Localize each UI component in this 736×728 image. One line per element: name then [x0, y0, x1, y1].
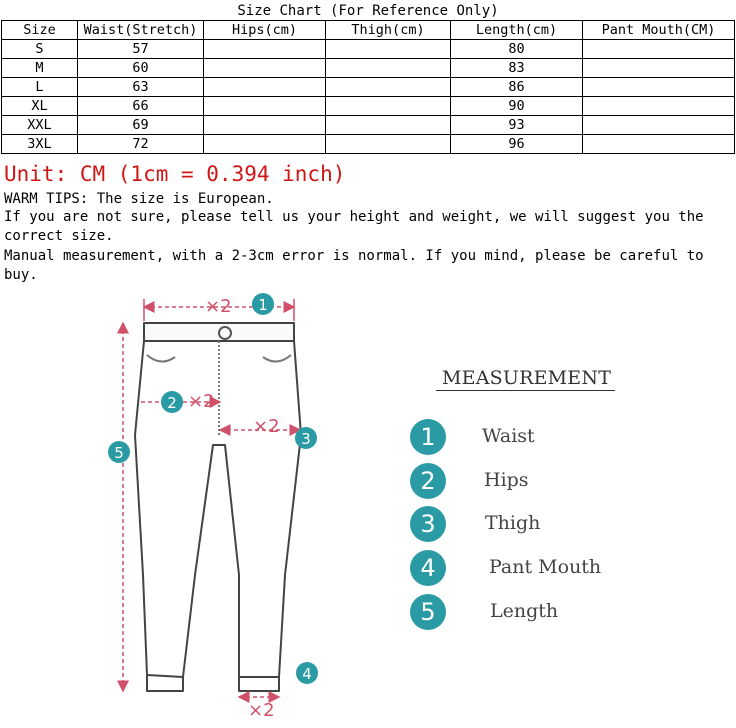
table-row [2, 78, 735, 97]
cell-waist: 72 [78, 135, 204, 154]
pants-outline [135, 323, 301, 691]
header-thigh: Thigh(cm) [326, 21, 451, 40]
legend-number: 5 [410, 594, 446, 630]
cell-thigh [326, 97, 451, 116]
badge-1 [252, 293, 274, 315]
cell-size: XL [2, 97, 78, 116]
cell-size: S [2, 40, 78, 59]
table-row [2, 97, 735, 116]
cell-waist: 69 [78, 116, 204, 135]
cell-pant-mouth [583, 40, 735, 59]
legend-label: Thigh [485, 512, 541, 534]
unit-note: Unit: CM (1cm = 0.394 inch) [4, 162, 346, 186]
legend-label: Length [490, 600, 559, 622]
cell-pant-mouth [583, 135, 735, 154]
svg-text:5: 5 [114, 444, 124, 462]
cell-pant-mouth [583, 78, 735, 97]
legend-number: 3 [410, 506, 446, 542]
legend-label: Waist [482, 425, 535, 447]
table-row [2, 135, 735, 154]
badge-4 [296, 662, 318, 684]
cell-waist: 66 [78, 97, 204, 116]
legend-label: Pant Mouth [489, 556, 602, 578]
cell-hips [204, 135, 326, 154]
header-hips: Hips(cm) [204, 21, 326, 40]
table-header-row [2, 21, 735, 40]
svg-text:4: 4 [302, 665, 312, 683]
hips-x2-label: ×2 [188, 391, 215, 412]
table-row [2, 59, 735, 78]
legend-number: 1 [410, 419, 446, 455]
warm-tip: WARM TIPS: The size is European. [4, 191, 274, 207]
cell-size: M [2, 59, 78, 78]
cell-pant-mouth [583, 116, 735, 135]
cell-length: 80 [451, 40, 583, 59]
legend-number: 2 [410, 463, 446, 499]
cell-size: L [2, 78, 78, 97]
cell-hips [204, 97, 326, 116]
cell-size: 3XL [2, 135, 78, 154]
cell-length: 93 [451, 116, 583, 135]
badge-2 [161, 391, 183, 413]
svg-text:2: 2 [167, 394, 177, 412]
header-size: Size [2, 21, 78, 40]
legend-label: Hips [484, 469, 529, 491]
cell-length: 86 [451, 78, 583, 97]
cell-size: XXL [2, 116, 78, 135]
cell-length: 96 [451, 135, 583, 154]
svg-text:1: 1 [258, 296, 268, 314]
pants-diagram [95, 285, 335, 725]
cell-length: 83 [451, 59, 583, 78]
cell-thigh [326, 59, 451, 78]
waist-x2-label: ×2 [205, 296, 232, 317]
size-chart-title: Size Chart (For Reference Only) [237, 3, 499, 19]
header-pant-mouth: Pant Mouth(CM) [583, 21, 735, 40]
cell-waist: 60 [78, 59, 204, 78]
cell-hips [204, 78, 326, 97]
table-row [2, 40, 735, 59]
legend-title: MEASUREMENT [436, 367, 615, 391]
size-table [1, 20, 735, 154]
cell-pant-mouth [583, 59, 735, 78]
cell-thigh [326, 135, 451, 154]
cell-waist: 57 [78, 40, 204, 59]
cell-hips [204, 116, 326, 135]
cell-thigh [326, 40, 451, 59]
header-waist: Waist(Stretch) [78, 21, 204, 40]
cell-waist: 63 [78, 78, 204, 97]
measure-lines [123, 299, 300, 697]
table-row [2, 116, 735, 135]
cell-length: 90 [451, 97, 583, 116]
cell-thigh [326, 116, 451, 135]
svg-text:3: 3 [301, 430, 311, 448]
manual-tip: Manual measurement, with a 2-3cm error is normal. If you mind, please be careful to buy. [4, 248, 704, 283]
legend-number: 4 [410, 550, 446, 586]
cell-hips [204, 59, 326, 78]
thigh-x2-label: ×2 [253, 416, 280, 437]
cell-hips [204, 40, 326, 59]
badge-3 [295, 427, 317, 449]
cell-pant-mouth [583, 97, 735, 116]
suggest-tip: If you are not sure, please tell us your height and weight, we will suggest you the correct size. [4, 209, 704, 244]
badge-5 [108, 441, 130, 463]
pant-mouth-x2-label: ×2 [248, 700, 275, 721]
cell-thigh [326, 78, 451, 97]
header-length: Length(cm) [451, 21, 583, 40]
